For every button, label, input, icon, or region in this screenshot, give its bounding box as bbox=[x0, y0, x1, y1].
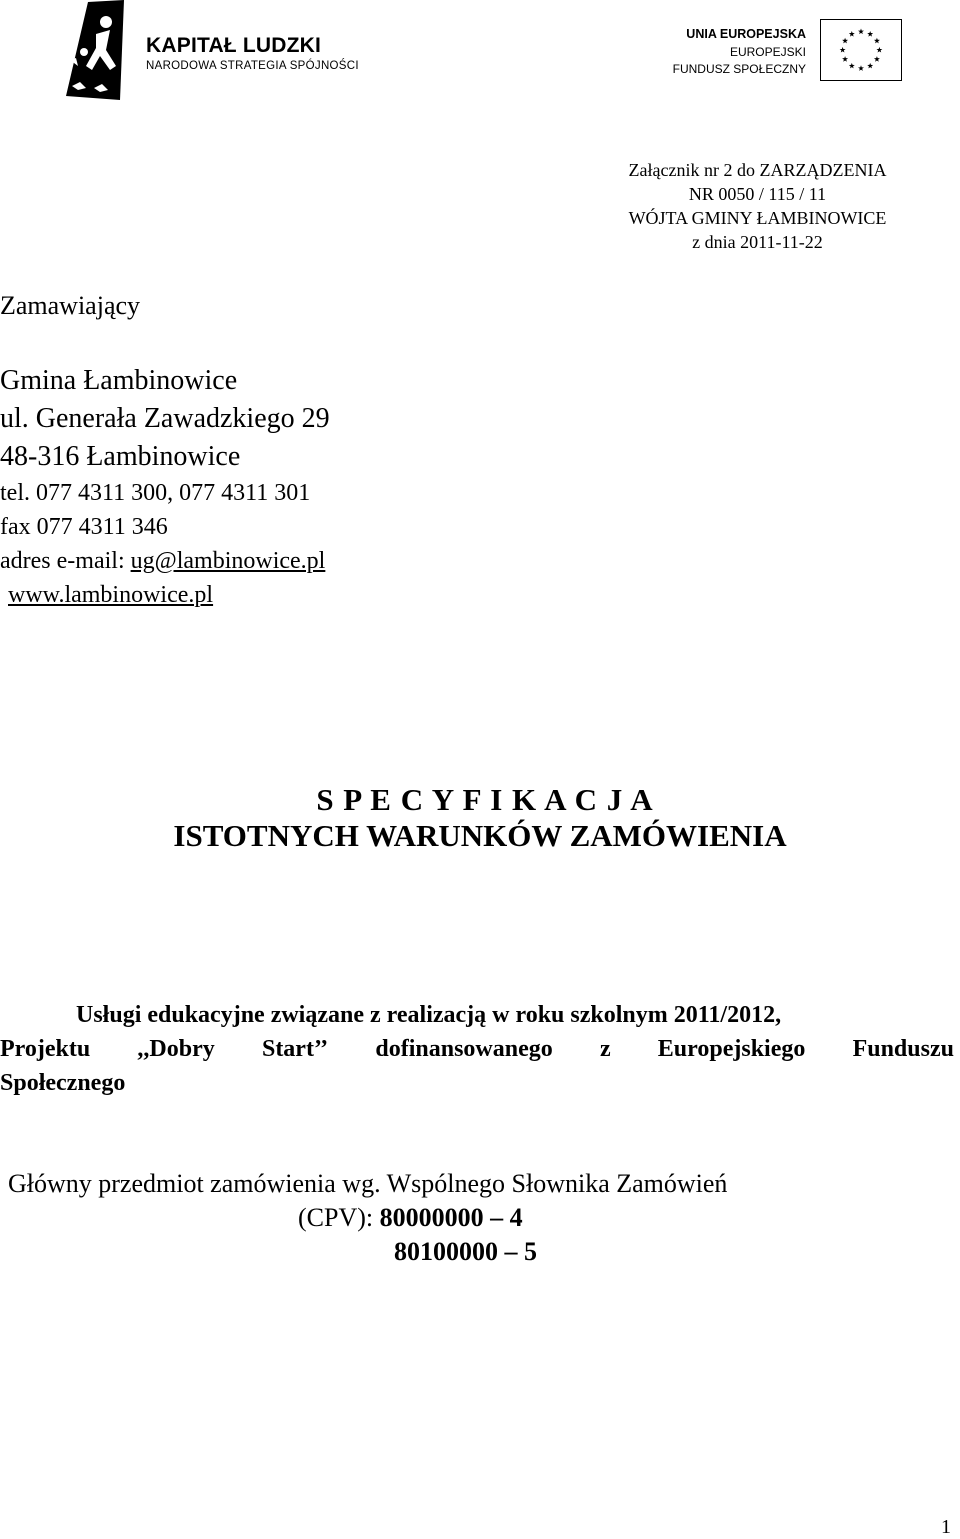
orderer-website-link[interactable]: www.lambinowice.pl bbox=[8, 582, 214, 608]
order-subject-word: Funduszu bbox=[852, 1036, 954, 1062]
cpv-description: Główny przedmiot zamówienia wg. Wspólnego Słownika Zamówień bbox=[8, 1169, 728, 1198]
eu-flag-icon bbox=[820, 19, 902, 81]
orderer-fax: fax 077 4311 346 bbox=[0, 514, 168, 540]
cpv-code-1: 80000000 – 4 bbox=[379, 1203, 523, 1232]
order-subject bbox=[0, 998, 954, 1100]
orderer-label: Zamawiający bbox=[0, 291, 141, 320]
kapital-ludzki-subtitle: NARODOWA STRATEGIA SPÓJNOŚCI bbox=[146, 60, 359, 72]
eu-logo-line-2: EUROPEJSKI bbox=[729, 45, 806, 59]
annex-line-1: Załącznik nr 2 do ZARZĄDZENIA bbox=[628, 160, 887, 180]
eu-star-icon bbox=[849, 31, 855, 37]
page-number: 1 bbox=[941, 1516, 951, 1538]
kapital-ludzki-emblem-icon bbox=[66, 0, 132, 100]
kapital-ludzki-logo bbox=[66, 0, 359, 100]
annex-line-4: z dnia 2011-11-22 bbox=[692, 232, 823, 252]
eu-star-icon bbox=[842, 56, 848, 62]
orderer-email-label: adres e-mail: bbox=[0, 548, 131, 574]
cpv-line-1 bbox=[0, 1201, 960, 1235]
eu-star-icon bbox=[874, 56, 880, 62]
eu-star-icon bbox=[867, 63, 873, 69]
annex-line-3: WÓJTA GMINY ŁAMBINOWICE bbox=[628, 208, 887, 228]
annex-note bbox=[560, 158, 955, 254]
order-subject-word: dofinansowanego bbox=[375, 1036, 553, 1062]
orderer-email-link[interactable]: ug@lambinowice.pl bbox=[130, 548, 326, 574]
orderer-street: ul. Generała Zawadzkiego 29 bbox=[0, 403, 330, 434]
order-subject-word: Start’’ bbox=[261, 1036, 329, 1062]
eu-star-icon bbox=[849, 63, 855, 69]
orderer-email-line bbox=[0, 544, 330, 578]
order-subject-line-1: Usługi edukacyjne związane z realizacją w roku szkolnym 2011/2012, bbox=[76, 1002, 782, 1028]
order-subject-word: Europejskiego bbox=[657, 1036, 806, 1062]
orderer-name: Gmina Łambinowice bbox=[0, 365, 238, 396]
order-subject-line-3: Społecznego bbox=[0, 1070, 126, 1096]
eu-star-icon bbox=[874, 38, 880, 44]
order-subject-word: Projektu bbox=[0, 1036, 91, 1062]
eu-star-icon bbox=[858, 29, 864, 35]
cpv-prefix: (CPV): bbox=[298, 1203, 380, 1232]
orderer-phone: tel. 077 4311 300, 077 4311 301 bbox=[0, 480, 311, 506]
eu-logo-line-3: FUNDUSZ SPOŁECZNY bbox=[672, 62, 806, 76]
eu-logo-line-1: UNIA EUROPEJSKA bbox=[686, 27, 806, 41]
cpv-code-2: 80100000 – 5 bbox=[394, 1237, 537, 1266]
cpv-section bbox=[0, 1167, 960, 1269]
document-title bbox=[0, 783, 960, 855]
eu-star-icon bbox=[842, 38, 848, 44]
eu-star-icon bbox=[876, 47, 882, 53]
annex-line-2: NR 0050 / 115 / 11 bbox=[688, 184, 827, 204]
eu-star-icon bbox=[840, 47, 846, 53]
document-title-main: ISTOTNYCH WARUNKÓW ZAMÓWIENIA bbox=[173, 818, 787, 853]
orderer-website-line bbox=[0, 578, 330, 612]
eu-star-icon bbox=[867, 31, 873, 37]
orderer-address bbox=[0, 362, 330, 612]
eu-star-icon bbox=[858, 65, 864, 71]
order-subject-line-2 bbox=[0, 1032, 954, 1066]
kapital-ludzki-title: KAPITAŁ LUDZKI bbox=[146, 34, 322, 57]
orderer-city: 48-316 Łambinowice bbox=[0, 441, 241, 472]
eu-logo bbox=[672, 18, 902, 84]
order-subject-word: z bbox=[599, 1036, 611, 1062]
document-title-spaced: S P E C Y F I K A C J A bbox=[316, 782, 654, 817]
order-subject-word: ,,Dobry bbox=[137, 1036, 215, 1062]
